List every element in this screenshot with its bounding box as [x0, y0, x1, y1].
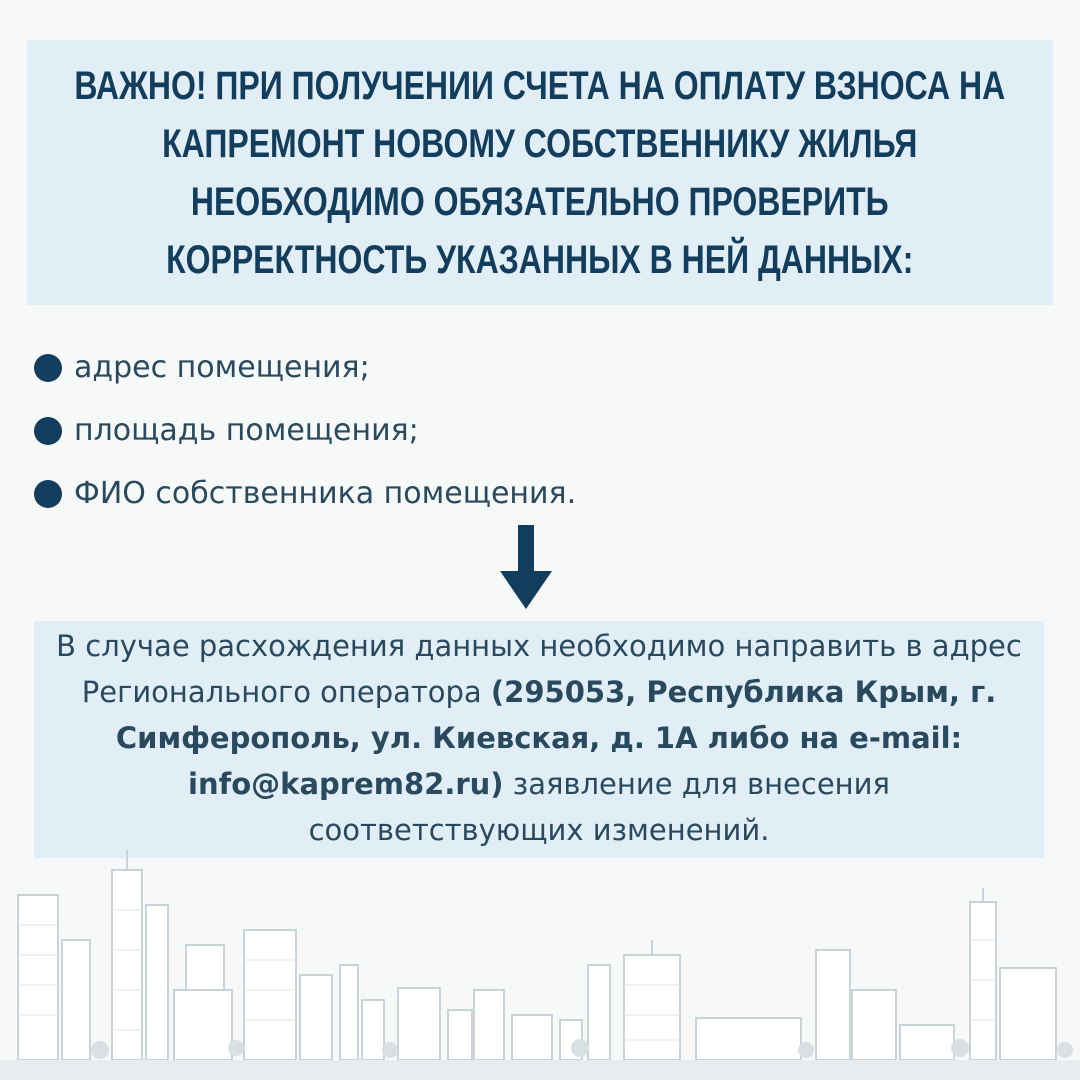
notice-text-intro: В случае расхождения данных необходимо направить в адрес Регионального оператора	[56, 629, 1022, 709]
notice-text	[48, 623, 1030, 853]
notice-text-outro: заявление для внесения соответствующих изменений.	[308, 767, 890, 847]
list-item	[34, 399, 576, 462]
circle-bullet-icon	[34, 417, 62, 445]
notice-box	[34, 621, 1044, 858]
list-item	[34, 462, 576, 525]
arrow-down-icon	[500, 525, 552, 609]
check-list	[34, 336, 576, 525]
city-skyline-illustration	[0, 850, 1080, 1080]
operator-address: (295053, Республика Крым, г. Симферополь, ул. Киевская, д. 1А либо на e-mail: info@kaprem82.ru)	[115, 675, 997, 801]
header-title: ВАЖНО! ПРИ ПОЛУЧЕНИИ СЧЕТА НА ОПЛАТУ ВЗНОСА НА КАПРЕМОНТ НОВОМУ СОБСТВЕННИКУ ЖИЛЬЯ НЕОБХОДИМО ОБЯЗАТЕЛЬНО ПРОВЕРИТЬ КОРРЕКТНОСТЬ УКАЗАННЫХ В НЕЙ ДАННЫХ:	[74, 63, 1006, 282]
list-item-text: площадь помещения;	[74, 413, 419, 448]
circle-bullet-icon	[34, 480, 62, 508]
circle-bullet-icon	[34, 354, 62, 382]
header-banner	[27, 40, 1053, 305]
list-item	[34, 336, 576, 399]
list-item-text: адрес помещения;	[74, 350, 370, 385]
list-item-text: ФИО собственника помещения.	[74, 476, 577, 511]
